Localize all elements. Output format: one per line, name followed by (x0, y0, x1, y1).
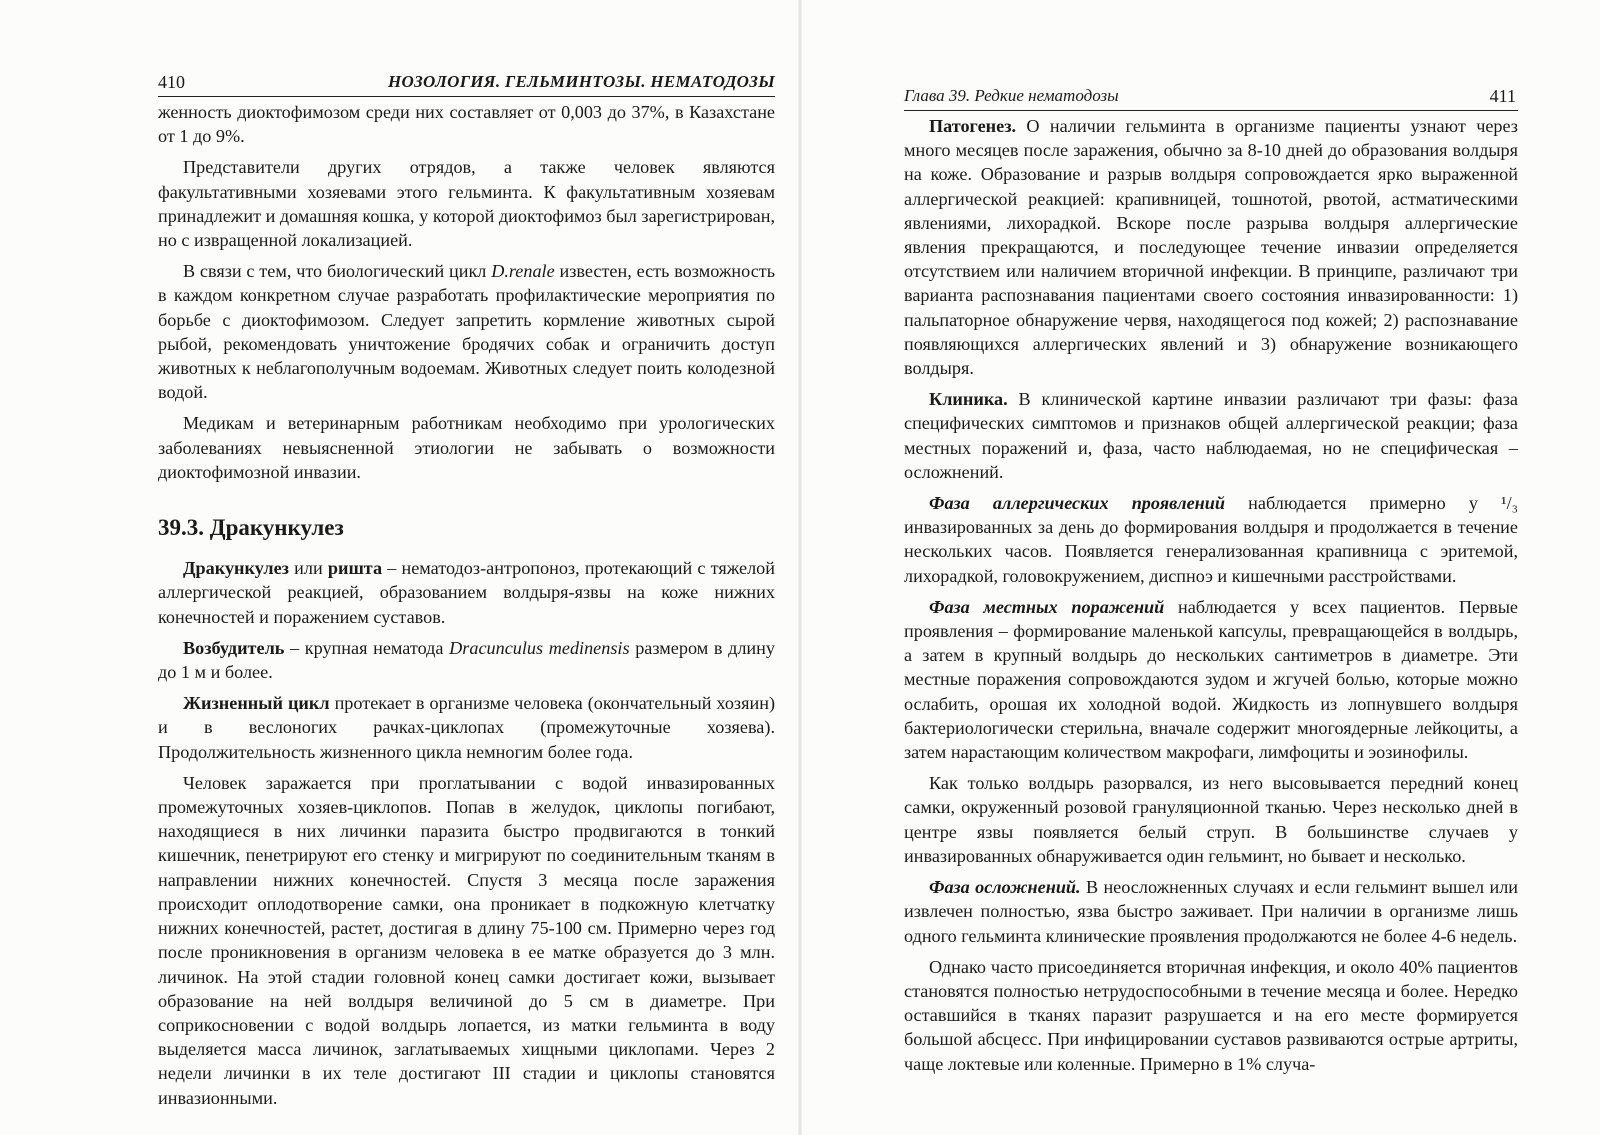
text-run: инвазированных за день до формирования волдыря и продолжается в течение нескольких часов. Появляется генерализованная крапивница с эритемой, лихорадкой, головокружением, диспноэ и кишечными расстройствами. (904, 517, 1518, 586)
section-heading: 39.3. Дракункулез (158, 515, 344, 541)
text-run: наблюдается примерно у (1225, 493, 1502, 514)
text-run: наблюдается у всех пациентов. Первые проявления – формирование маленькой капсулы, превращающейся в волдырь, а затем в крупный волдырь до нескольких сантиметров в диаметре. Эти местные поражения сопровождаются зудом и жгучей болью, которые можно ослабить, орошая их холодной водой. Жидкость из лопнувшего волдыря бактериологически стерильна, вначале содержит многоядерные лейкоциты, а затем нарастающим количеством макрофаги, лимфоциты и эозинофилы. (904, 596, 1518, 763)
paragraph: Однако часто присоединяется вторичная инфекция, и около 40% пациентов становятся полностью нетрудоспособными в течение месяца и более. Нередко оставшийся в тканях паразит разрушается и на его месте формируется большой абсцесс. При инфицировании суставов развиваются острые артриты, чаще локтевые или коленные. Примерно в 1% случа- (904, 956, 1518, 1074)
fraction: ¹/₃ (1501, 493, 1519, 514)
term: Фаза осложнений. (929, 877, 1081, 898)
term: Патогенез. (929, 116, 1017, 136)
page-number: 410 (158, 72, 185, 92)
species-name: D.renale (491, 261, 555, 282)
term: Клиника. (929, 389, 1008, 410)
paragraph: женность диоктофимозом среди них составляет от 0,003 до 37%, в Казахстане от 1 до 9%. (158, 102, 775, 147)
text-run: О наличии гельминта в организме пациенты узнают через много месяцев после заражения, обычно за 8-10 дней до образования волдыря на коже. Образование и разрыв волдыря сопровождается ярко выраженной аллергической реакцией: крапивницей, тошнотой, рвотой, астматическими явлениями, лихорадкой. Вскоре после разрыва волдыря аллергические явления прекращаются, и последующее течение инвазии определяется отсутствием или наличием вторичной инфекции. В принципе, различают три варианта распознавания пациентами своего состояния инвазированности: 1) пальпаторное обнаружение червя, находящегося под кожей; 2) распознавание появляющихся аллергических явлений и 3) обнаружение возникающего волдыря. (904, 116, 1518, 379)
running-title: Глава 39. Редкие нематодозы (904, 86, 1119, 105)
paragraph: Представители других отрядов, а также человек являются факультативными хозяевами этого гельминта. К факультативным хозяевам принадлежит и домашняя кошка, у которой диоктофимоз был зарегистрирован, но с извращенной локализацией. (158, 157, 775, 251)
term: Возбудитель (183, 637, 285, 658)
paragraph (158, 556, 775, 629)
paragraph: Человек заражается при проглатывании с водой инвазированных промежуточных хозяев-циклопов. Попав в желудок, циклопы погибают, находящиеся в них личинки паразита быстро продвигаются в тонкий кишечник, пенетрируют его стенку и мигрируют по соединительным тканям в направлении нижних конечностей. Спустя 3 месяца после заражения происходит оплодотворение самки, она проникает в подкожную клетчатку нижних конечностей, растет, достигая в длину 75-100 см. Примерно через год после проникновения в организм человека в ее матке образуется до 3 млн. личинок. На этой стадии головной конец самки достигает кожи, вызывает образование на ней волдыря величиной до 5 см в диаметре. При соприкосновении с водой волдырь лопается, из матки гельминта в воду выделяется масса личинок, заглатываемых хищными циклопами. Через 2 недели личинки в их теле достигают III стадии и циклопы становятся инвазионными. (158, 772, 775, 1108)
paragraph: Медикам и ветеринарным работникам необходимо при урологических заболеваниях невыясненной этиологии не забывать о возможности диоктофимозной инвазии. (158, 413, 775, 482)
paragraph (158, 259, 775, 404)
running-title: НОЗОЛОГИЯ. ГЕЛЬМИНТОЗЫ. НЕМАТОДОЗЫ (387, 72, 775, 91)
species-name: Dracunculus medinensis (449, 637, 630, 658)
text-run: – крупная нематода (284, 637, 450, 658)
left-page-body (158, 100, 775, 1117)
text-run: протекает в организме человека (окончательный хозяин) и в веслоногих рачках-циклопах (промежуточные хозяева). Продолжительность жизненного цикла немногим более года. (158, 693, 775, 762)
right-page (800, 0, 1600, 1135)
left-running-header (158, 70, 775, 97)
paragraph (904, 595, 1518, 764)
right-page-body (904, 114, 1518, 1083)
text-run: В неосложненных случаях и если гельминт вышел или извлечен полностью, язва быстро заживает. При наличии в организме лишь одного гельминта клинические проявления продолжаются не более 4-6 недель. (904, 877, 1519, 946)
paragraph: Как только волдырь разорвался, из него высовывается передний конец самки, окруженный розовой грануляционной тканью. Через несколько дней в центре язвы появляется белый струп. В большинстве случаев у инвазированных обнаруживается один гельминт, но бывает и несколько. (904, 773, 1518, 866)
term: Дракункулез (183, 558, 289, 579)
term: Жизненный цикл (183, 693, 330, 714)
paragraph (158, 636, 775, 684)
text-run: размером в длину до 1 м и более. (158, 637, 775, 683)
paragraph (904, 491, 1518, 588)
paragraph (904, 875, 1518, 948)
right-running-header (904, 84, 1518, 111)
paragraph (904, 387, 1518, 484)
text-run: В связи с тем, что биологический цикл (183, 261, 492, 282)
text-run: – нематодоз-антропоноз, протекающий с тяжелой аллергической реакцией, образованием волдыря-язвы на коже нижних конечностей и поражением суставов. (158, 558, 775, 627)
text-run: В клинической картине инвазии различают три фазы: фаза специфических симптомов и признаков общей аллергической реакции; фаза местных поражений и, фаза, часто наблюдаемая, но не специфическая – осложнений. (904, 389, 1518, 482)
page-number: 411 (1489, 86, 1516, 106)
paragraph (158, 691, 775, 764)
term: Фаза местных поражений (929, 596, 1165, 617)
text-run: или (288, 558, 328, 579)
text-run: известен, есть возможность в каждом конкретном случае разработать профилактические мероприятия по борьбе с диоктофимозом. Следует запретить кормление животных сырой рыбой, рекомендовать уничтожение бродячих собак и ограничить доступ животных к неблагополучным водоемам. Животных следует поить колодезной водой. (158, 261, 776, 403)
term: ришта (327, 558, 383, 579)
term: Фаза аллергических проявлений (929, 493, 1225, 514)
paragraph (904, 114, 1518, 380)
